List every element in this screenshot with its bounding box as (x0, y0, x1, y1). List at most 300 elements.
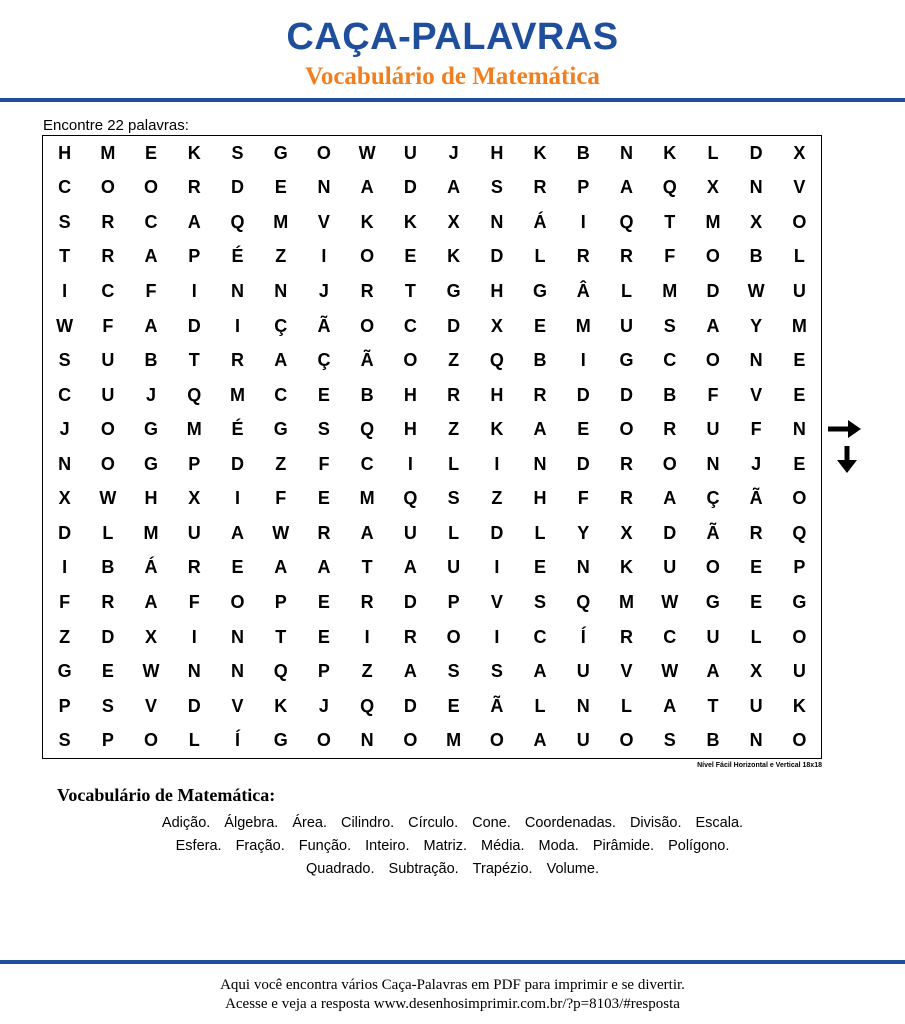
grid-cell: X (447, 211, 460, 232)
grid-cell: U (403, 142, 417, 163)
grid-cell: X (706, 177, 719, 198)
grid-cell: C (663, 626, 677, 647)
grid-cell: E (750, 557, 763, 578)
grid-cell: L (188, 730, 200, 751)
grid-cell: O (792, 211, 807, 232)
grid-cell: W (661, 591, 679, 612)
grid-cell: W (358, 142, 376, 163)
grid-cell: H (490, 384, 504, 405)
grid-cell: V (317, 211, 330, 232)
grid-cell: D (663, 522, 677, 543)
grid-cell: R (533, 384, 547, 405)
grid-cell: O (619, 419, 634, 440)
grid-cell: T (361, 557, 373, 578)
grid-cell: Q (662, 177, 677, 198)
page-subtitle: Vocabulário de Matemática (305, 63, 600, 90)
grid-cell: Z (275, 246, 287, 267)
grid-cell: P (188, 453, 201, 474)
grid-cell: W (661, 661, 679, 682)
grid-cell: A (663, 695, 677, 716)
instruction-text: Encontre 22 palavras: (43, 117, 189, 134)
grid-cell: A (144, 246, 158, 267)
grid-cell: Á (144, 557, 158, 578)
grid-cell: E (793, 350, 806, 371)
grid-cell: R (663, 419, 677, 440)
grid-cell: Z (448, 350, 460, 371)
grid-cell: S (317, 419, 330, 440)
word-item: Subtração. (388, 861, 459, 877)
grid-cell: Z (491, 488, 503, 509)
grid-cell: J (448, 142, 459, 163)
grid-cell: H (490, 280, 504, 301)
grid-cell: G (705, 591, 720, 612)
grid-cell: Z (361, 661, 373, 682)
grid-cell: D (403, 695, 417, 716)
grid-cell: P (577, 177, 590, 198)
grid-cell: D (230, 177, 244, 198)
right-arrow-icon (828, 420, 862, 438)
footer-line-2: Acesse e veja a resposta www.desenhosimprimir.com.br/?p=8103/#resposta (225, 996, 680, 1012)
grid-cell: A (663, 488, 677, 509)
grid-cell: W (99, 488, 117, 509)
grid-cell: T (664, 211, 676, 232)
grid-cell: Ç (706, 488, 720, 509)
down-arrow-icon (837, 446, 857, 474)
grid-cell: N (274, 280, 288, 301)
grid-cell: E (101, 661, 114, 682)
grid-cell: E (404, 246, 417, 267)
grid-cell: U (576, 730, 590, 751)
grid-cell: Í (580, 626, 586, 647)
header-divider (0, 98, 905, 102)
grid-cell: R (619, 488, 633, 509)
grid-cell: Ã (317, 315, 331, 336)
grid-cell: G (446, 280, 461, 301)
grid-cell: Q (489, 350, 504, 371)
grid-cell: S (58, 730, 71, 751)
grid-cell: P (317, 661, 330, 682)
grid-cell: L (620, 695, 632, 716)
grid-cell: Z (448, 419, 460, 440)
word-item: Volume. (546, 861, 599, 877)
grid-cell: P (188, 246, 201, 267)
grid-cell: F (145, 280, 157, 301)
grid-cell: U (101, 350, 115, 371)
grid-cell: H (403, 419, 417, 440)
grid-cell: H (533, 488, 547, 509)
grid-cell: D (706, 280, 720, 301)
grid-cell: E (317, 626, 330, 647)
grid-cell: N (230, 626, 244, 647)
grid-cell: O (662, 453, 677, 474)
word-item: Média. (480, 838, 525, 854)
grid-cell: D (490, 522, 504, 543)
grid-cell: R (317, 522, 331, 543)
footer-line-1: Aqui você encontra vários Caça-Palavras em PDF para imprimir e se divertir. (220, 977, 685, 993)
grid-cell: A (447, 177, 461, 198)
grid-cell: K (792, 695, 806, 716)
grid-cell: O (446, 626, 461, 647)
grid-cell: Z (275, 453, 287, 474)
grid-cell: A (187, 211, 201, 232)
grid-cell: I (494, 453, 500, 474)
grid-cell: R (619, 246, 633, 267)
grid-cell: U (792, 661, 806, 682)
grid-cell: E (534, 557, 547, 578)
grid-cell: F (318, 453, 330, 474)
grid-cell: D (619, 384, 633, 405)
word-item: Trapézio. (472, 861, 533, 877)
word-item: Círculo. (408, 815, 459, 831)
grid-cell: E (145, 142, 158, 163)
grid-cell: O (792, 730, 807, 751)
grid-cell: S (58, 350, 71, 371)
grid-cell: R (533, 177, 547, 198)
grid-cell: A (706, 315, 720, 336)
grid-cell: E (793, 453, 806, 474)
grid-cell: D (576, 453, 590, 474)
grid-cell: E (750, 591, 763, 612)
grid-cell: R (101, 591, 115, 612)
grid-cell: N (58, 453, 72, 474)
word-item: Fração. (235, 838, 285, 854)
grid-cell: V (231, 695, 244, 716)
grid-cell: Q (792, 522, 807, 543)
grid-cell: M (143, 522, 159, 543)
grid-cell: Q (273, 661, 288, 682)
grid-cell: C (58, 384, 72, 405)
grid-cell: L (534, 695, 546, 716)
word-search-grid (42, 135, 822, 759)
grid-cell: A (144, 591, 158, 612)
grid-cell: O (705, 557, 720, 578)
grid-cell: U (101, 384, 115, 405)
grid-cell: E (274, 177, 287, 198)
grid-cell: G (144, 453, 159, 474)
grid-cell: K (619, 557, 633, 578)
grid-cell: B (360, 384, 374, 405)
grid-cell: G (273, 142, 288, 163)
grid-cell: L (707, 142, 719, 163)
grid-cell: V (620, 661, 633, 682)
footer-divider (0, 960, 905, 964)
grid-cell: R (576, 246, 590, 267)
grid-cell: P (447, 591, 460, 612)
grid-cell: Y (577, 522, 590, 543)
grid-cell: I (321, 246, 327, 267)
grid-cell: V (750, 384, 763, 405)
grid-cell: F (577, 488, 589, 509)
grid-cell: O (100, 419, 115, 440)
level-note: Nível Fácil Horizontal e Vertical 18x18 (697, 762, 822, 769)
grid-cell: N (317, 177, 331, 198)
grid-cell: U (663, 557, 677, 578)
grid-cell: X (793, 142, 806, 163)
grid-cell: S (490, 661, 503, 682)
grid-cell: S (663, 730, 676, 751)
grid-cell: I (580, 350, 586, 371)
grid-cell: N (360, 730, 374, 751)
grid-cell: N (749, 350, 763, 371)
grid-cell: U (706, 419, 720, 440)
grid-cell: B (576, 142, 590, 163)
grid-cell: R (101, 211, 115, 232)
grid-cell: D (187, 315, 201, 336)
grid-cell: P (793, 557, 806, 578)
grid-cell: I (191, 626, 197, 647)
grid-cell: W (747, 280, 765, 301)
word-list-line-3 (40, 860, 865, 878)
grid-cell: D (490, 246, 504, 267)
grid-cell: A (360, 522, 374, 543)
grid-cell: F (750, 419, 762, 440)
grid-cell: Â (576, 280, 590, 301)
grid-cell: M (575, 315, 591, 336)
grid-cell: N (187, 661, 201, 682)
grid-cell: B (533, 350, 547, 371)
grid-cell: R (187, 177, 201, 198)
grid-cell: R (403, 626, 417, 647)
grid-cell: P (101, 730, 114, 751)
grid-cell: O (316, 142, 331, 163)
grid-cell: C (58, 177, 72, 198)
grid-cell: B (101, 557, 115, 578)
grid-cell: M (618, 591, 634, 612)
grid-cell: W (56, 315, 74, 336)
grid-cell: M (662, 280, 678, 301)
word-item: Adição. (161, 815, 211, 831)
grid-cell: T (404, 280, 416, 301)
grid-cell: U (187, 522, 201, 543)
grid-cell: D (187, 695, 201, 716)
grid-cell: G (57, 661, 72, 682)
grid-cell: I (494, 557, 500, 578)
grid-cell: D (101, 626, 115, 647)
grid-cell: O (792, 626, 807, 647)
grid-cell: R (619, 453, 633, 474)
grid-cell: E (577, 419, 590, 440)
grid-cell: S (534, 591, 547, 612)
grid-cell: M (705, 211, 721, 232)
grid-cell: B (663, 384, 677, 405)
grid-cell: G (273, 419, 288, 440)
grid-cell: O (403, 730, 418, 751)
grid-cell: G (533, 280, 548, 301)
grid-cell: K (447, 246, 461, 267)
grid-cell: I (62, 280, 68, 301)
grid-cell: K (663, 142, 677, 163)
grid-cell: Ã (749, 488, 763, 509)
word-item: Inteiro. (365, 838, 410, 854)
grid-cell: A (403, 661, 417, 682)
grid-cell: S (101, 695, 114, 716)
grid-cell: N (490, 211, 504, 232)
grid-cell: L (793, 246, 805, 267)
grid-cell: M (273, 211, 289, 232)
grid-cell: D (230, 453, 244, 474)
grid-cell: D (447, 315, 461, 336)
grid-cell: R (187, 557, 201, 578)
grid-cell: M (100, 142, 116, 163)
grid-cell: P (274, 591, 287, 612)
grid-cell: Á (533, 211, 547, 232)
grid-cell: É (231, 246, 244, 267)
grid-cell: C (360, 453, 374, 474)
grid-cell: Q (360, 695, 375, 716)
grid-cell: F (275, 488, 287, 509)
grid-cell: A (403, 557, 417, 578)
grid-cell: I (62, 557, 68, 578)
grid-cell: X (620, 522, 633, 543)
grid-cell: D (403, 591, 417, 612)
grid-cell: T (188, 350, 200, 371)
grid-cell: M (791, 315, 807, 336)
grid-cell: W (142, 661, 160, 682)
grid-cell: A (533, 661, 547, 682)
grid-cell: G (144, 419, 159, 440)
grid-cell: K (490, 419, 504, 440)
grid-cell: K (360, 211, 374, 232)
grid-cell: F (59, 591, 71, 612)
grid-cell: V (490, 591, 503, 612)
word-item: Cone. (472, 815, 511, 831)
grid-cell: R (360, 591, 374, 612)
grid-cell: U (447, 557, 461, 578)
grid-cell: X (145, 626, 158, 647)
word-item: Coordenadas. (524, 815, 616, 831)
grid-cell: U (706, 626, 720, 647)
grid-cell: I (580, 211, 586, 232)
grid-cell: A (533, 730, 547, 751)
grid-cell: D (403, 177, 417, 198)
grid-cell: Ã (490, 695, 504, 716)
grid-cell: M (229, 384, 245, 405)
grid-cell: Ç (274, 315, 288, 336)
grid-cell: E (793, 384, 806, 405)
word-item: Álgebra. (224, 815, 279, 831)
grid-cell: T (59, 246, 71, 267)
grid-cell: V (793, 177, 806, 198)
grid-cell: P (58, 695, 71, 716)
grid-cell: M (359, 488, 375, 509)
grid-cell: S (490, 177, 503, 198)
grid-cell: O (705, 246, 720, 267)
grid-cell: S (663, 315, 676, 336)
grid-cell: B (144, 350, 158, 371)
grid-cell: I (234, 488, 240, 509)
grid-cell: R (619, 626, 633, 647)
grid-cell: A (274, 350, 288, 371)
grid-cell: D (576, 384, 590, 405)
grid-cell: N (533, 453, 547, 474)
word-item: Moda. (538, 838, 579, 854)
word-item: Esfera. (175, 838, 222, 854)
grid-cell: N (792, 419, 806, 440)
grid-cell: M (186, 419, 202, 440)
grid-cell: O (360, 315, 375, 336)
word-item: Quadrado. (306, 861, 375, 877)
grid-cell: C (533, 626, 547, 647)
grid-cell: C (144, 211, 158, 232)
grid-cell: C (101, 280, 115, 301)
grid-cell: E (317, 384, 330, 405)
grid-cell: G (273, 730, 288, 751)
grid-cell: N (576, 557, 590, 578)
grid-cell: Í (234, 730, 240, 751)
word-list-line-2 (40, 837, 865, 855)
grid-cell: É (231, 419, 244, 440)
grid-cell: C (403, 315, 417, 336)
grid-cell: C (274, 384, 288, 405)
grid-cell: L (534, 246, 546, 267)
grid-cell: R (101, 246, 115, 267)
word-item: Função. (298, 838, 352, 854)
grid-cell: R (447, 384, 461, 405)
grid-cell: U (619, 315, 633, 336)
grid-cell: X (750, 661, 763, 682)
grid-cell: A (533, 419, 547, 440)
word-item: Cilindro. (340, 815, 395, 831)
grid-cell: E (534, 315, 547, 336)
word-item: Escala. (695, 815, 744, 831)
word-item: Polígono. (668, 838, 730, 854)
grid-cell: D (58, 522, 72, 543)
grid-cell: F (102, 315, 114, 336)
grid-cell: N (749, 730, 763, 751)
grid-cell: O (100, 453, 115, 474)
grid-cell: O (230, 591, 245, 612)
page-title: CAÇA-PALAVRAS (286, 16, 619, 58)
grid-cell: O (403, 350, 418, 371)
grid-cell: S (447, 488, 460, 509)
grid-cell: H (58, 142, 72, 163)
grid-cell: A (230, 522, 244, 543)
grid-cell: O (360, 246, 375, 267)
grid-cell: S (231, 142, 244, 163)
grid-cell: H (144, 488, 158, 509)
grid-cell: I (191, 280, 197, 301)
grid-cell: L (448, 522, 460, 543)
grid-cell: O (792, 488, 807, 509)
grid-cell: F (707, 384, 719, 405)
grid-cell: R (749, 522, 763, 543)
grid-cell: J (59, 419, 70, 440)
grid-cell: O (489, 730, 504, 751)
word-list-line-1 (40, 814, 865, 832)
grid-cell: V (145, 695, 158, 716)
grid-cell: J (318, 695, 329, 716)
grid-cell: E (447, 695, 460, 716)
grid-cell: L (750, 626, 762, 647)
grid-cell: S (58, 211, 71, 232)
grid-cell: Z (59, 626, 71, 647)
grid-cell: Q (403, 488, 418, 509)
grid-cell: Y (750, 315, 763, 336)
grid-cell: Q (576, 591, 591, 612)
grid-cell: I (234, 315, 240, 336)
grid-cell: B (749, 246, 763, 267)
grid-cell: K (274, 695, 288, 716)
grid-cell: T (707, 695, 719, 716)
grid-cell: X (750, 211, 763, 232)
grid-cell: Q (187, 384, 202, 405)
grid-cell: R (360, 280, 374, 301)
grid-cell: X (188, 488, 201, 509)
grid-cell: W (272, 522, 290, 543)
grid-cell: F (188, 591, 200, 612)
grid-cell: E (231, 557, 244, 578)
grid-cell: U (576, 661, 590, 682)
